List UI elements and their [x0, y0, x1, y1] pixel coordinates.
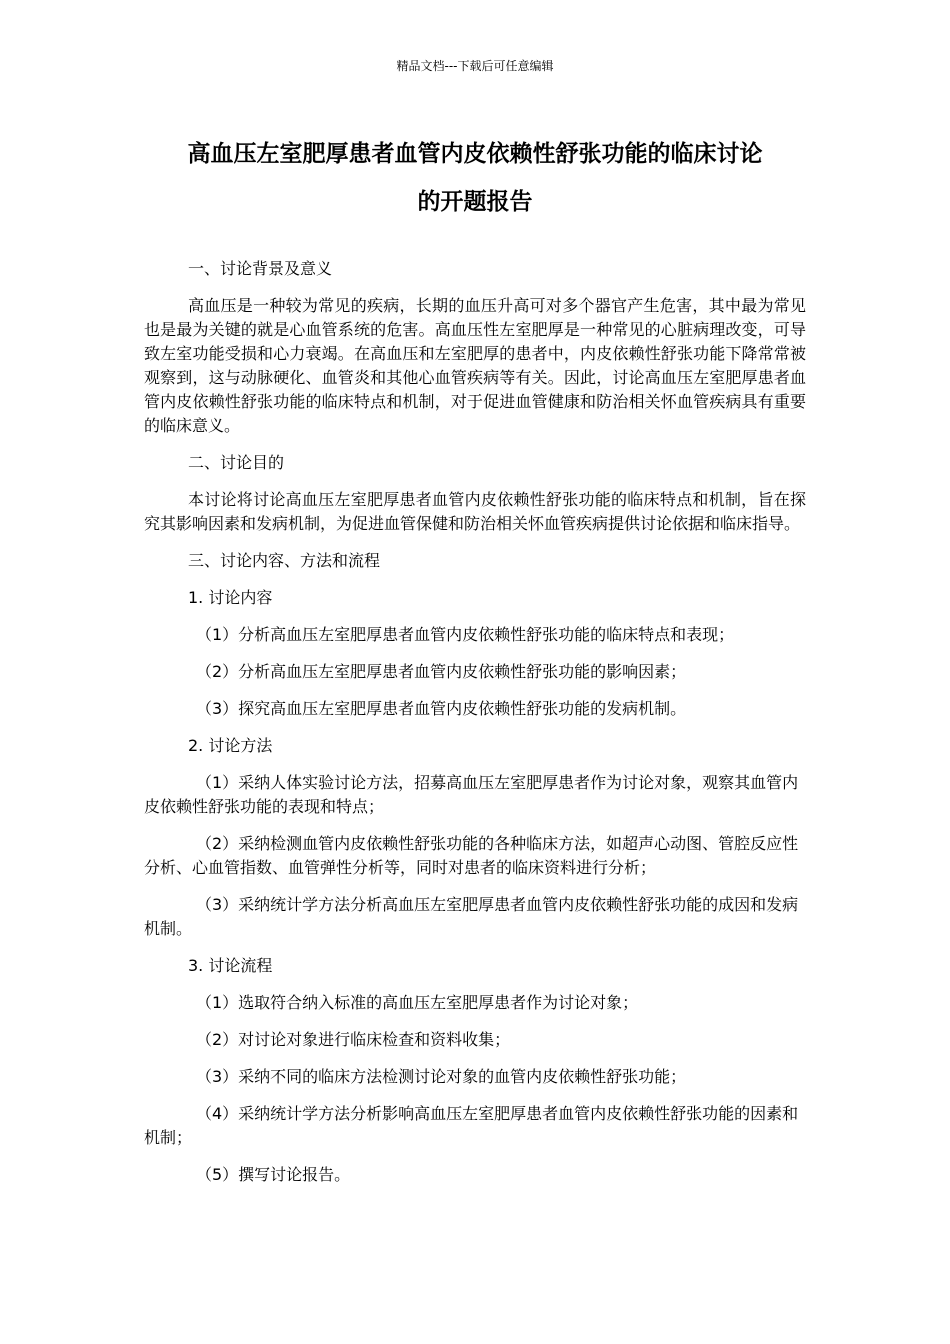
document-title-line-1: 高血压左室肥厚患者血管内皮依赖性舒张功能的临床讨论	[187, 141, 763, 167]
list-item: （1）分析高血压左室肥厚患者血管内皮依赖性舒张功能的临床特点和表现；	[196, 625, 735, 644]
list-item: （4）采纳统计学方法分析影响高血压左室肥厚患者血管内皮依赖性舒张功能的因素和机制；	[144, 1104, 799, 1147]
page-header: 精品文档---下载后可任意编辑	[396, 59, 554, 73]
list-item: （5）撰写讨论报告。	[196, 1165, 351, 1184]
section-heading-background: 一、讨论背景及意义	[188, 259, 333, 278]
section-heading-content: 三、讨论内容、方法和流程	[188, 551, 381, 570]
list-item: （3）探究高血压左室肥厚患者血管内皮依赖性舒张功能的发病机制。	[196, 699, 687, 718]
document-title-line-2: 的开题报告	[417, 189, 533, 215]
paragraph-purpose: 本讨论将讨论高血压左室肥厚患者血管内皮依赖性舒张功能的临床特点和机制，旨在探究其影响因素和发病机制，为促进血管保健和防治相关怀血管疾病提供讨论依据和临床指导。	[144, 490, 806, 533]
list-item: （3）采纳统计学方法分析高血压左室肥厚患者血管内皮依赖性舒张功能的成因和发病机制。	[144, 895, 799, 938]
subheading-research-methods: 2. 讨论方法	[188, 736, 273, 755]
list-item: （3）采纳不同的临床方法检测讨论对象的血管内皮依赖性舒张功能；	[196, 1067, 687, 1086]
paragraph-background: 高血压是一种较为常见的疾病，长期的血压升高可对多个器官产生危害，其中最为常见也是最为关键的就是心血管系统的危害。高血压性左室肥厚是一种常见的心脏病理改变，可导致左室功能受损和心力衰竭。在高血压和左室肥厚的患者中，内皮依赖性舒张功能下降常常被观察到，这与动脉硬化、血管炎和其他心血管疾病等有关。因此，讨论高血压左室肥厚患者血管内皮依赖性舒张功能的临床特点和机制，对于促进血管健康和防治相关怀血管疾病具有重要的临床意义。	[144, 296, 806, 435]
document-body	[144, 257, 806, 1200]
subheading-research-process: 3. 讨论流程	[188, 956, 273, 975]
list-item: （2）采纳检测血管内皮依赖性舒张功能的各种临床方法，如超声心动图、管腔反应性分析、心血管指数、血管弹性分析等，同时对患者的临床资料进行分析；	[144, 834, 799, 877]
subheading-research-content: 1. 讨论内容	[188, 588, 273, 607]
list-item: （2）对讨论对象进行临床检查和资料收集；	[196, 1030, 511, 1049]
section-heading-purpose: 二、讨论目的	[188, 453, 285, 472]
list-item: （2）分析高血压左室肥厚患者血管内皮依赖性舒张功能的影响因素；	[196, 662, 687, 681]
list-item: （1）采纳人体实验讨论方法，招募高血压左室肥厚患者作为讨论对象，观察其血管内皮依赖性舒张功能的表现和特点；	[144, 773, 799, 816]
list-item: （1）选取符合纳入标准的高血压左室肥厚患者作为讨论对象；	[196, 993, 639, 1012]
